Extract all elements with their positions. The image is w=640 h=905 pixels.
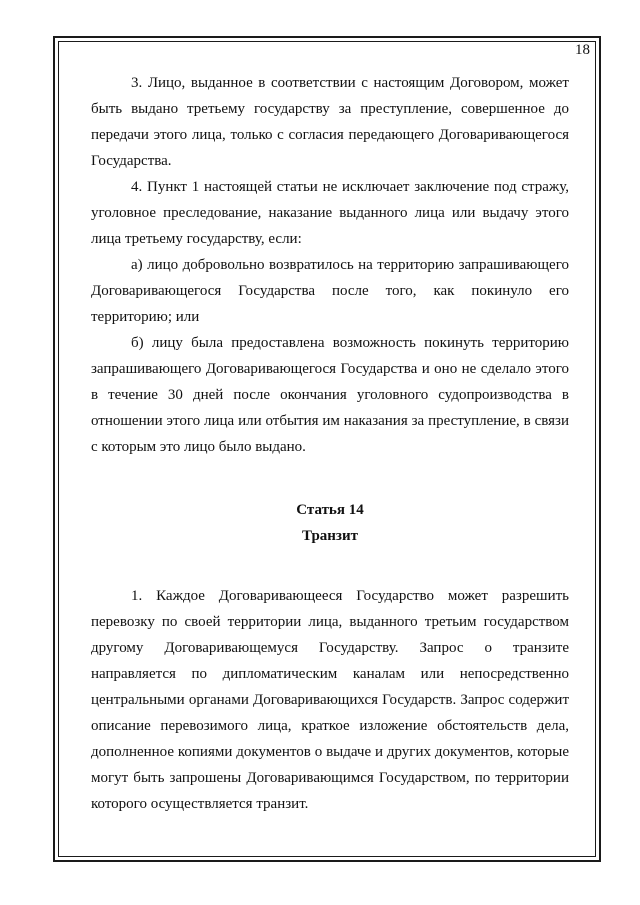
article-title: Транзит — [302, 528, 358, 544]
subparagraph-b: б) лицу была предоставлена возможность покинуть территорию запрашивающего Договаривающегося Государства и оно не сделало этого в течение 30 дней после окончания уголовного судопроизводства в отношении этого лица или отбытия им наказания за преступление, в связи с которым это лицо было выдано. — [91, 335, 569, 455]
spacer — [91, 549, 569, 583]
document-body — [91, 70, 569, 817]
paragraph-4: 4. Пункт 1 настоящей статьи не исключает заключение под стражу, уголовное преследование, наказание выданного лица или выдачу этого лица третьему государству, если: — [91, 179, 569, 247]
spacer — [91, 460, 569, 497]
article-14-paragraph-1: 1. Каждое Договаривающееся Государство может разрешить перевозку по своей территории лица, выданного третьим государством другому Договаривающемуся Государству. Запрос о транзите направляется по дипломатическим каналам или непосредственно центральными органами Договаривающихся Государств. Запрос содержит описание перевозимого лица, краткое изложение обстоятельств дела, дополненное копиями документов о выдаче и других документов, которые могут быть запрошены Договаривающимся Государством, по территории которого осуществляется транзит. — [91, 588, 569, 812]
page-number: 18 — [575, 42, 590, 58]
subparagraph-a: а) лицо добровольно возвратилось на территорию запрашивающего Договаривающегося Государства после того, как покинуло его территорию; или — [91, 257, 569, 325]
article-number: Статья 14 — [296, 502, 364, 518]
paragraph-3: 3. Лицо, выданное в соответствии с настоящим Договором, может быть выдано третьему государству за преступление, совершенное до передачи этого лица, только с согласия передающего Договаривающегося Государства. — [91, 75, 569, 169]
